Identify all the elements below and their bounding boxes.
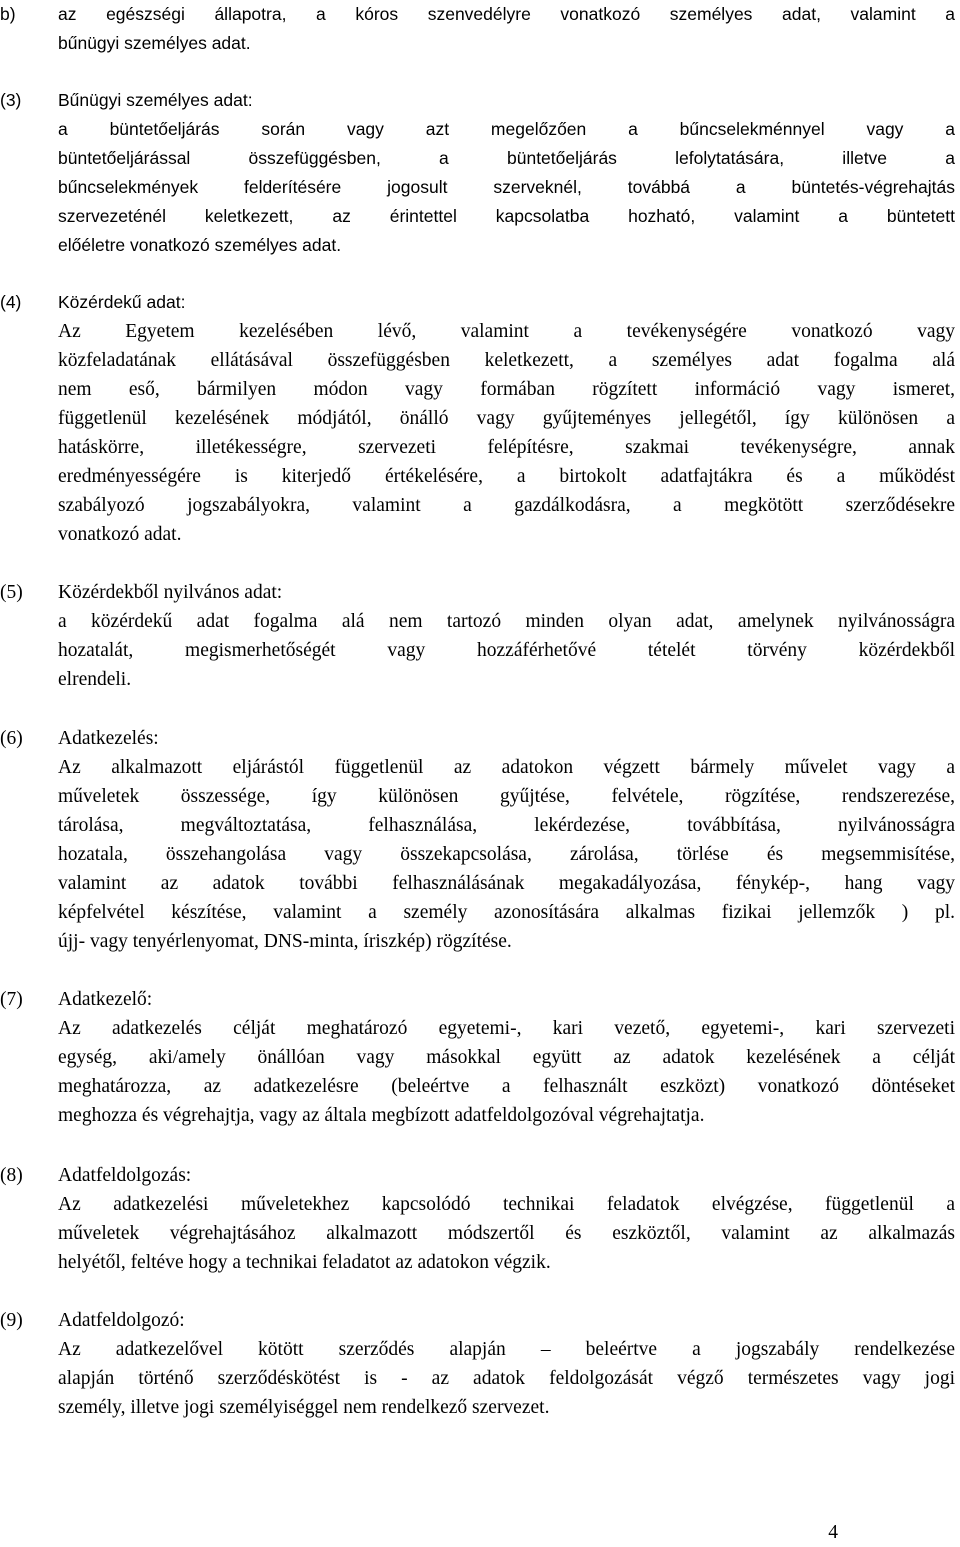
body-line: hozatala, összehangolása vagy összekapcsolása, zárolása, törlése és megsemmisítése, <box>58 844 955 865</box>
body-line: nem eső, bármilyen módon vagy formában rögzített információ vagy ismeret, <box>58 379 955 400</box>
item-number: (4) <box>0 292 22 312</box>
item-heading: Adatkezelés: <box>58 728 159 749</box>
body-line: műveletek végrehajtásához alkalmazott módszertől és eszköztől, valamint az alkalmazás <box>58 1223 955 1244</box>
item-number: (3) <box>0 90 22 110</box>
body-line: közfeladatának ellátásával összefüggésben keletkezett, a személyes adat fogalma alá <box>58 350 955 371</box>
body-line: bűncselekmények felderítésére jogosult szerveknél, továbbá a büntetés-végrehajtás <box>58 177 955 197</box>
item-body <box>58 317 955 549</box>
body-line: Az Egyetem kezelésében lévő, valamint a tevékenységére vonatkozó vagy <box>58 321 955 342</box>
item-body <box>58 1014 955 1130</box>
body-line: szabályozó jogszabályokra, valamint a gazdálkodásra, a megkötött szerződésekre <box>58 495 955 516</box>
body-line: elrendeli. <box>58 669 132 690</box>
body-line: Az alkalmazott eljárástól függetlenül az adatokon végzett bármely művelet vagy a <box>58 757 955 778</box>
body-line: a közérdekű adat fogalma alá nem tartozó minden olyan adat, amelynek nyilvánosságra <box>58 611 955 632</box>
body-line: Az adatkezelés célját meghatározó egyetemi-, kari vezető, egyetemi-, kari szervezeti <box>58 1018 955 1039</box>
body-line: alapján történő szerződéskötést is - az adatok feldolgozását végző természetes vagy jogi <box>58 1368 955 1389</box>
item-number: (7) <box>0 989 23 1010</box>
item-heading: Adatfeldolgozás: <box>58 1165 192 1186</box>
item-heading: Közérdekű adat: <box>58 292 186 312</box>
item-heading: Bűnügyi személyes adat: <box>58 90 253 110</box>
item-number: (8) <box>0 1165 23 1186</box>
body-line: meghozza és végrehajtja, vagy az általa megbízott adatfeldolgozóval végrehajtatja. <box>58 1105 705 1126</box>
item-number: (9) <box>0 1310 23 1331</box>
body-line: előéletre vonatkozó személyes adat. <box>58 235 342 255</box>
body-line: újj- vagy tenyérlenyomat, DNS-minta, íriszkép) rögzítése. <box>58 931 512 952</box>
body-line: büntetőeljárással összefüggésben, a büntetőeljárás lefolytatására, illetve a <box>58 148 955 168</box>
body-line: eredményességére is kiterjedő értékelésére, a birtokolt adatfajtákra és a működést <box>58 466 955 487</box>
page-number: 4 <box>828 1522 838 1543</box>
body-line: hatáskörre, illetékességre, szervezeti felépítésre, szakmai tevékenységre, annak <box>58 437 955 458</box>
item-number: (5) <box>0 582 23 603</box>
item-body <box>58 1190 955 1277</box>
body-line: Az adatkezelési műveletekhez kapcsolódó technikai feladatok elvégzése, függetlenül a <box>58 1194 955 1215</box>
item-body <box>58 753 955 956</box>
body-line: hozatalát, megismerhetőségét vagy hozzáférhetővé tételét törvény közérdekből <box>58 640 955 661</box>
body-line: képfelvétel készítése, valamint a személy azonosítására alkalmas fizikai jellemzők ) pl. <box>58 902 955 923</box>
body-line: egység, aki/amely önállóan vagy másokkal együtt az adatok kezelésének a célját <box>58 1047 955 1068</box>
body-line: személy, illetve jogi személyiséggel nem rendelkező szervezet. <box>58 1397 550 1418</box>
item-body <box>58 607 955 694</box>
body-line: függetlenül kezelésének módjától, önálló vagy gyűjteményes jellegétől, így különösen a <box>58 408 955 429</box>
body-line: az egészségi állapotra, a kóros szenvedélyre vonatkozó személyes adat, valamint a <box>58 4 955 24</box>
body-line: Az adatkezelővel kötött szerződés alapján – beleértve a jogszabály rendelkezése <box>58 1339 955 1360</box>
body-line: valamint az adatok további felhasználásának megakadályozása, fénykép-, hang vagy <box>58 873 955 894</box>
item-number: (6) <box>0 728 23 749</box>
body-line: a büntetőeljárás során vagy azt megelőzően a bűncselekménnyel vagy a <box>58 119 955 139</box>
body-line: tárolása, megváltoztatása, felhasználása, lekérdezése, továbbítása, nyilvánosságra <box>58 815 955 836</box>
item-body <box>58 0 955 58</box>
body-line: bűnügyi személyes adat. <box>58 33 251 53</box>
body-line: szervezeténél keletkezett, az érintettel kapcsolatba hozható, valamint a büntetett <box>58 206 955 226</box>
item-body <box>58 1335 955 1422</box>
body-line: helyétől, feltéve hogy a technikai feladatot az adatokon végzik. <box>58 1252 551 1273</box>
item-heading: Adatfeldolgozó: <box>58 1310 185 1331</box>
item-heading: Adatkezelő: <box>58 989 153 1010</box>
body-line: vonatkozó adat. <box>58 524 182 545</box>
body-line: műveletek összessége, így különösen gyűjtése, felvétele, rögzítése, rendszerezése, <box>58 786 955 807</box>
body-line: meghatározza, az adatkezelésre (beleértve a felhasznált eszközt) vonatkozó döntéseket <box>58 1076 955 1097</box>
item-number: b) <box>0 4 16 24</box>
item-heading: Közérdekből nyilvános adat: <box>58 582 283 603</box>
item-body <box>58 115 955 260</box>
